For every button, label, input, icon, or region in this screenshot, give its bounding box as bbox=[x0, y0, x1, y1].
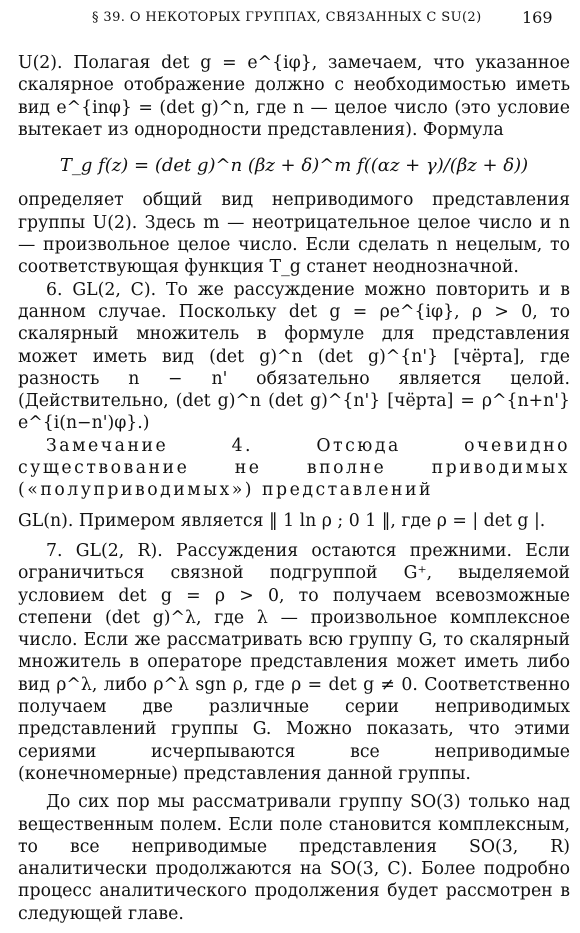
paragraph-gl2r: 7. GL(2, R). Рассуждения остаются прежними. Если ограничиться связной подгруппой G⁺, выделяемой условием det g = ρ > 0, то получаем всевозможные степени (det g)^λ, где λ — произвольное комплексное число. Если же рассматривать всю группу G, то скалярный множитель в операторе представления может иметь либо вид ρ^λ, либо ρ^λ sgn ρ, где ρ = det g ≠ 0. Соответственно получаем две различные серии неприводимых представлений группы G. Можно показать, что этими сериями исчерпываются все неприводимые (конечномерные) представления данной группы. bbox=[18, 540, 570, 784]
page-header bbox=[0, 0, 580, 36]
paragraph-matrix-example: GL(n). Примером является ‖ 1 ln ρ ; 0 1 ‖, где ρ = | det g |. bbox=[18, 510, 546, 531]
formula-representation: T_g f(z) = (det g)^n (βz + δ)^m f((αz + γ)/(βz + δ)) bbox=[59, 155, 529, 177]
page-body bbox=[18, 52, 570, 925]
paragraph-u2: U(2). Полагая det g = e^{iφ}, замечаем, что указанное скалярное отображение должно с необходимостью иметь вид e^{inφ} = (det g)^n, где n — целое число (это условие вытекает из однородности представления). Формула bbox=[18, 53, 570, 140]
page-number: 169 bbox=[522, 8, 553, 27]
paragraph-gl2c: 6. GL(2, C). То же рассуждение можно повторить и в данном случае. Поскольку det g = ρe^{iφ}, ρ > 0, то скалярный множитель в формуле для представления может иметь вид (det g)^n (det g)^{n'} [чёрта], где разность n − n' обязательно является целой. (Действительно, (det g)^n (det g)^{n'} [чёрта] = ρ^{n+n'} e^{i(n−n')φ}.) bbox=[18, 279, 570, 434]
paragraph-remark-4: Замечание 4. Отсюда очевидно существование не вполне приводимых («полуприводимых») представлений bbox=[18, 435, 570, 501]
paragraph-so3-complex: До сих пор мы рассматривали группу SO(3) только над вещественным полем. Если поле становится комплексным, то все неприводимые представления SO(3, R) аналитически продолжаются на SO(3, C). Более подробно процесс аналитического продолжения будет рассмотрен в следующей главе. bbox=[18, 792, 570, 924]
paragraph-u2-continued: определяет общий вид неприводимого представления группы U(2). Здесь m — неотрицательное целое число и n — произвольное целое число. Если сделать n нецелым, то соответствующая функция T_g станет неоднозначной. bbox=[18, 190, 570, 278]
running-head: § 39. О НЕКОТОРЫХ ГРУППАХ, СВЯЗАННЫХ С SU(2) bbox=[92, 10, 482, 25]
